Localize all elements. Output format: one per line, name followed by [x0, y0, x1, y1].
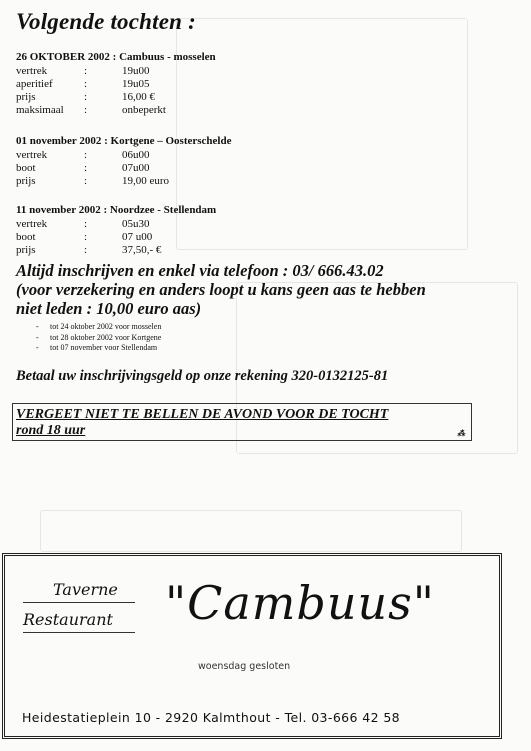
- trip-row: [16, 244, 216, 257]
- trip-row: [16, 65, 216, 78]
- ad-restaurant: Restaurant: [23, 610, 113, 629]
- trip-row: [16, 104, 216, 117]
- row-label: maksimaal: [16, 104, 64, 116]
- restaurant-advertisement: [2, 553, 502, 739]
- row-separator: :: [84, 231, 88, 243]
- row-value: 07 u00: [122, 231, 153, 243]
- row-separator: :: [84, 91, 88, 103]
- reminder-box: [12, 403, 472, 441]
- deadline-item: - tot 24 oktober 2002 voor mosselen: [36, 322, 161, 333]
- trip-heading: 26 OKTOBER 2002 : Cambuus - mosselen: [16, 51, 216, 63]
- row-value: onbeperkt: [122, 104, 166, 116]
- row-separator: :: [84, 149, 88, 161]
- ad-divider: [23, 602, 135, 603]
- payment-instruction: Betaal uw inschrijvingsgeld op onze rekening 320-0132125-81: [16, 368, 389, 384]
- ad-restaurant-name: "Cambuus": [165, 576, 435, 630]
- row-label: boot: [16, 231, 36, 243]
- trip-heading: 01 november 2002 : Kortgene – Oosterschelde: [16, 135, 232, 147]
- trip-row: [16, 162, 231, 175]
- row-value: 19u00: [122, 65, 150, 77]
- row-separator: :: [84, 65, 88, 77]
- row-value: 05u30: [122, 218, 150, 230]
- row-value: 16,00 €: [122, 91, 155, 103]
- row-label: vertrek: [16, 149, 48, 161]
- deadline-list: [36, 322, 161, 354]
- row-separator: :: [84, 218, 88, 230]
- trip-kortgene: [16, 135, 231, 188]
- row-value: 19u05: [122, 78, 150, 90]
- show-through-shape: [176, 18, 468, 250]
- registration-notice: [16, 261, 521, 318]
- trip-row: [16, 175, 231, 188]
- trip-row: [16, 218, 216, 231]
- row-value: 19,00 euro: [122, 175, 170, 187]
- row-value: 37,50,- €: [122, 244, 162, 256]
- reminder-line: rond 18 uur: [16, 423, 86, 438]
- row-label: boot: [16, 162, 36, 174]
- row-label: vertrek: [16, 218, 48, 230]
- row-separator: :: [84, 244, 88, 256]
- ad-divider: [23, 632, 135, 633]
- row-value: 06u00: [122, 149, 150, 161]
- show-through-shape: [40, 510, 462, 552]
- deadline-item: - tot 28 oktober 2002 voor Kortgene: [36, 333, 161, 344]
- row-separator: :: [84, 175, 88, 187]
- ad-closing-day: woensdag gesloten: [198, 661, 291, 672]
- trip-row: [16, 78, 216, 91]
- trip-heading: 11 november 2002 : Noordzee - Stellendam: [16, 204, 217, 216]
- row-label: prijs: [16, 175, 36, 187]
- row-label: vertrek: [16, 65, 48, 77]
- notice-line: (voor verzekering en anders loopt u kans geen aas te hebben: [16, 280, 426, 299]
- scan-mark: ⁂: [457, 429, 465, 438]
- trip-row: [16, 231, 216, 244]
- row-separator: :: [84, 78, 88, 90]
- row-separator: :: [84, 162, 88, 174]
- notice-line: Altijd inschrijven en enkel via telefoon : 03/ 666.43.02: [16, 261, 384, 280]
- row-separator: :: [84, 104, 88, 116]
- row-value: 07u00: [122, 162, 150, 174]
- trip-stellendam: [16, 204, 216, 257]
- row-label: prijs: [16, 91, 36, 103]
- page-title: Volgende tochten :: [16, 9, 196, 34]
- deadline-item: - tot 07 november voor Stellendam: [36, 343, 161, 354]
- reminder-line: VERGEET NIET TE BELLEN DE AVOND VOOR DE TOCHT: [16, 407, 389, 422]
- ad-address: Heidestatieplein 10 - 2920 Kalmthout - Tel. 03-666 42 58: [22, 710, 401, 725]
- row-label: prijs: [16, 244, 36, 256]
- notice-line: niet leden : 10,00 euro aas): [16, 299, 202, 318]
- ad-taverne: Taverne: [53, 580, 118, 599]
- row-label: aperitief: [16, 78, 53, 90]
- trip-mosselen: [16, 51, 216, 117]
- trip-row: [16, 149, 231, 162]
- trip-row: [16, 91, 216, 104]
